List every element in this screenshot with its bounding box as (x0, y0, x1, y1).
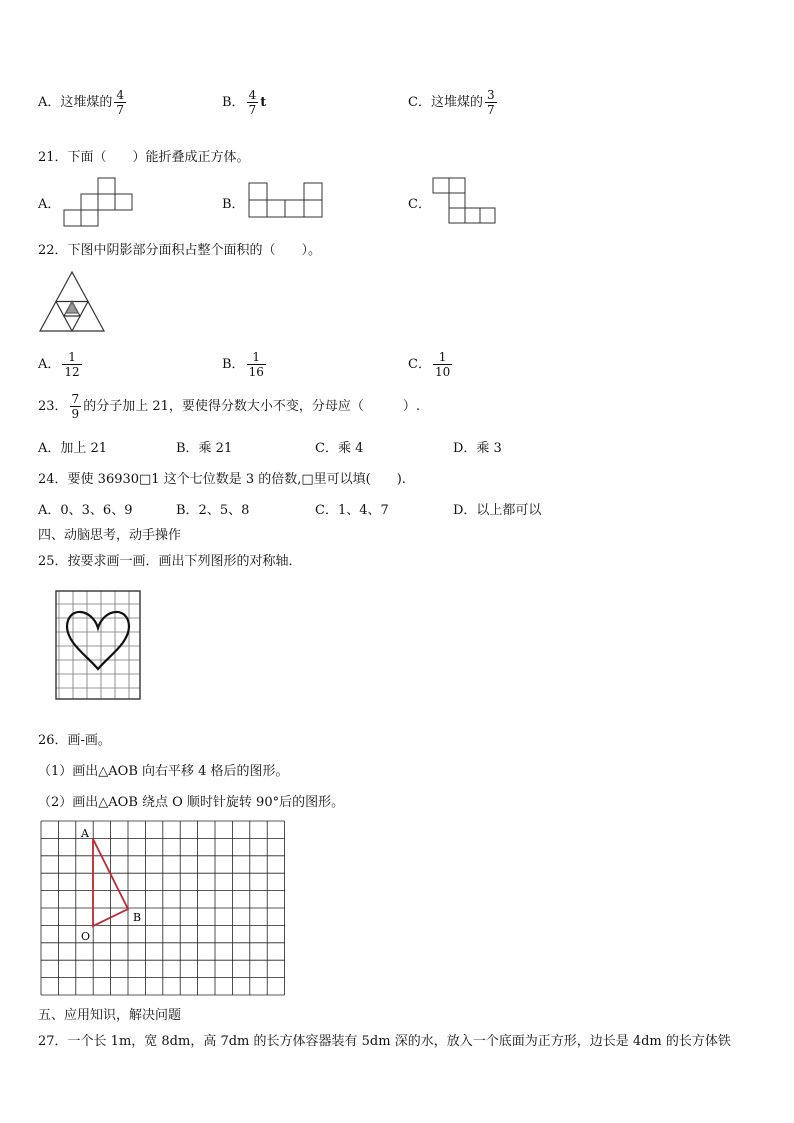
q26-sub1: （1）画出△AOB 向右平移 4 格后的图形。 (38, 764, 289, 779)
q24-option-c: C．1、4、7 (315, 503, 389, 518)
fraction: $\frac{4}{7}$ (116, 88, 125, 117)
q23-option-c: C．乘 4 (315, 441, 364, 456)
point-b-label: B (133, 911, 142, 924)
q24-stem: 24．要使 36930□1 这个七位数是 3 的倍数,□里可以填( ). (38, 472, 406, 487)
q26-sub2: （2）画出△AOB 绕点 O 顺时针旋转 90°后的图形。 (38, 795, 345, 810)
point-o-label: O (81, 930, 91, 943)
q23-stem: 23． $\frac{7}{9}$ 的分子加上 21，要使得分数大小不变，分母应（ ）. (38, 392, 420, 421)
q22-option-c: C． $\frac{1}{10}$ (408, 350, 451, 379)
point-a-label: A (81, 827, 89, 840)
section-4-heading: 四、动脑思考，动手操作 (38, 528, 182, 543)
fraction: $\frac{7}{9}$ (71, 392, 80, 421)
q24-option-a: A．0、3、6、9 (38, 503, 133, 518)
q21-label-a: A． (38, 197, 61, 212)
q23-option-b: B．乘 21 (176, 441, 233, 456)
q22-stem: 22．下图中阴影部分面积占整个面积的（ ）。 (38, 243, 322, 258)
q20-option-c: C．这堆煤的 $\frac{3}{7}$ (408, 88, 495, 117)
q22-option-a: A． $\frac{1}{12}$ (38, 350, 80, 379)
fraction: $\frac{4}{7}$ (248, 88, 257, 117)
q24-option-d: D．以上都可以 (453, 503, 542, 518)
q21-stem: 21．下面（ ）能折叠成正方体。 (38, 150, 250, 165)
q21-label-b: B． (222, 197, 245, 212)
q25-stem: 25．按要求画一画．画出下列图形的对称轴． (38, 554, 302, 569)
q23-option-a: A．加上 21 (38, 441, 108, 456)
q20-option-b: B． $\frac{4}{7}$ t (222, 88, 267, 117)
fraction: $\frac{1}{10}$ (434, 350, 451, 379)
fraction: $\frac{1}{12}$ (64, 350, 80, 379)
q24-option-b: B．2、5、8 (176, 503, 250, 518)
q21-label-c: C． (408, 197, 431, 212)
q27-stem: 27．一个长 1m，宽 8dm，高 7dm 的长方体容器装有 5dm 深的水，放入一个底面为正方形，边长是 4dm 的长方体铁 (38, 1034, 731, 1049)
q20-option-a: A．这堆煤的 $\frac{4}{7}$ (38, 88, 125, 117)
q22-option-b: B． $\frac{1}{16}$ (222, 350, 264, 379)
q26-stem: 26．画-画。 (38, 733, 111, 748)
fraction: $\frac{1}{16}$ (248, 350, 264, 379)
q23-option-d: D．乘 3 (453, 441, 502, 456)
section-5-heading: 五、应用知识，解决问题 (38, 1008, 182, 1023)
fraction: $\frac{3}{7}$ (486, 88, 495, 117)
